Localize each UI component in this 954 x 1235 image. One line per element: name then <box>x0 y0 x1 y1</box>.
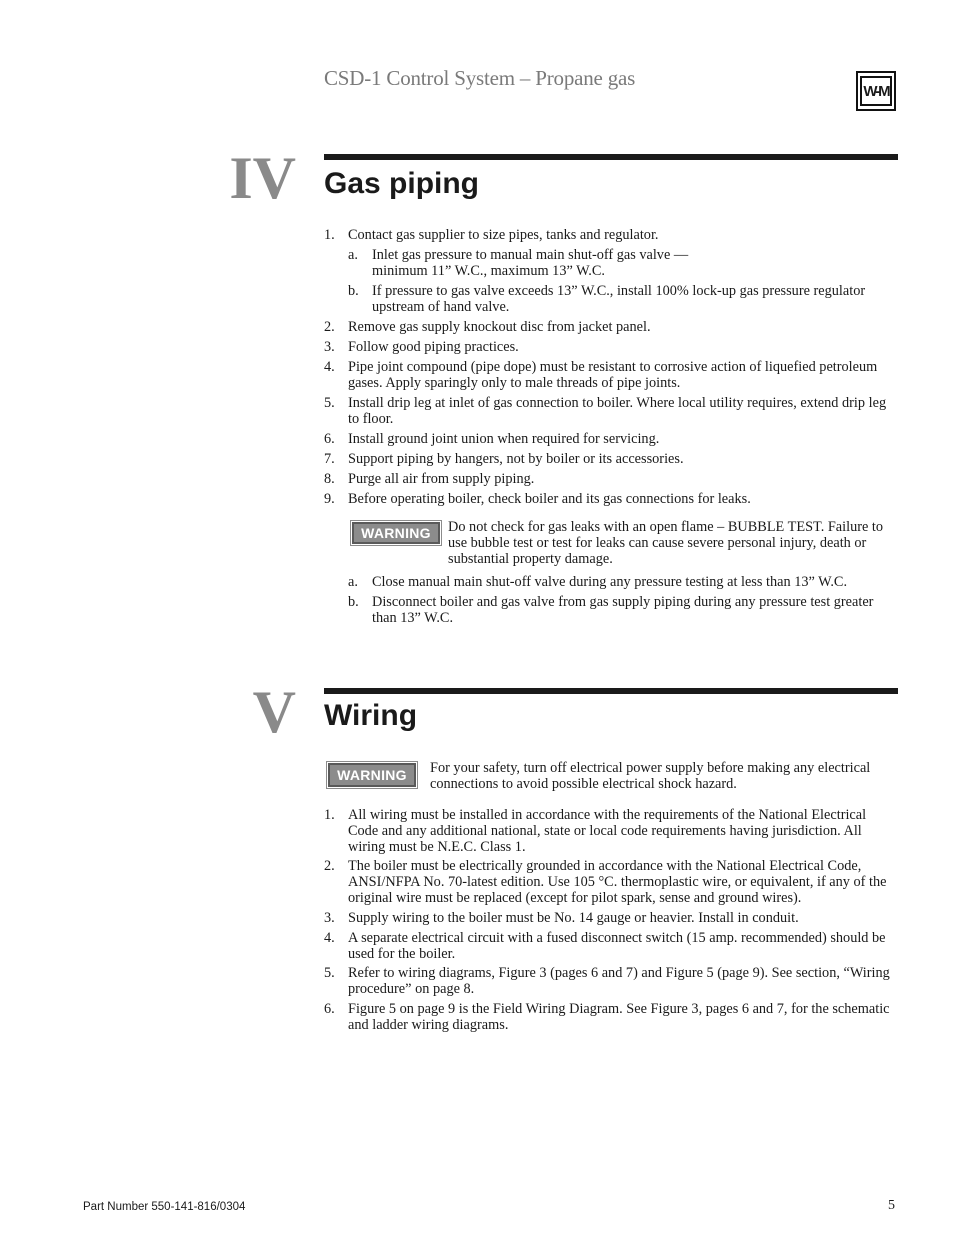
footer-page-number: 5 <box>888 1198 895 1213</box>
section-number-v: V <box>252 679 296 745</box>
list-item <box>324 431 898 447</box>
list-number: 6. <box>324 431 335 447</box>
list-number: 8. <box>324 471 335 487</box>
list-text: A separate electrical circuit with a fused disconnect switch (15 amp. recommended) should be used for the boiler. <box>348 930 886 962</box>
list-item <box>324 471 898 487</box>
sub-list-letter: a. <box>348 247 358 263</box>
weil-mclain-logo <box>856 71 896 111</box>
list-text: Remove gas supply knockout disc from jacket panel. <box>348 319 651 335</box>
list-number: 2. <box>324 319 335 335</box>
list-number: 4. <box>324 930 335 946</box>
section-title-gas-piping: Gas piping <box>324 167 480 200</box>
list-item <box>324 227 898 243</box>
warning-text-gas: Do not check for gas leaks with an open flame – BUBBLE TEST. Failure to use bubble test or test for leaks can cause severe personal injury, death or substantial property damage. <box>448 519 884 567</box>
sub-list-text: Inlet gas pressure to manual main shut-off gas valve — minimum 11” W.C., maximum 13” W.C. <box>372 247 689 279</box>
sub-list-text: If pressure to gas valve exceeds 13” W.C., install 100% lock-up gas pressure regulator upstream of hand valve. <box>372 283 866 315</box>
warning-text-wiring: For your safety, turn off electrical power supply before making any electrical connections to avoid possible electrical shock hazard. <box>430 760 871 792</box>
list-item <box>324 491 898 507</box>
list-text: Before operating boiler, check boiler and its gas connections for leaks. <box>348 491 751 507</box>
list-item <box>324 858 898 906</box>
list-item <box>324 319 898 335</box>
section-title-wiring: Wiring <box>324 699 418 732</box>
sub-list-letter: a. <box>348 574 358 590</box>
section-rule-v <box>324 688 898 694</box>
list-text: Figure 5 on page 9 is the Field Wiring Diagram. See Figure 3, pages 6 and 7, for the schematic and ladder wiring diagrams. <box>348 1001 890 1033</box>
warning-badge-gas: WARNING <box>352 522 440 544</box>
list-item <box>324 395 898 427</box>
list-text: Support piping by hangers, not by boiler or its accessories. <box>348 451 684 467</box>
list-item <box>324 965 898 997</box>
document-header-title: CSD-1 Control System – Propane gas <box>324 66 636 90</box>
sub-list-item <box>348 574 898 590</box>
list-number: 1. <box>324 807 335 823</box>
sub-list-item <box>348 247 728 279</box>
list-number: 7. <box>324 451 335 467</box>
list-text: Follow good piping practices. <box>348 339 519 355</box>
list-text: All wiring must be installed in accordance with the requirements of the National Electrical Code and any additional national, state or local code requirements having jurisdiction. All wiring must be N.E.C. Class 1. <box>348 807 867 855</box>
section-rule-iv <box>324 154 898 160</box>
list-number: 9. <box>324 491 335 507</box>
list-text: Purge all air from supply piping. <box>348 471 535 487</box>
footer-part-number: Part Number 550-141-816/0304 <box>83 1201 246 1213</box>
list-item <box>324 910 898 926</box>
list-text: Pipe joint compound (pipe dope) must be resistant to corrosive action of liquefied petroleum gases. Apply sparingly only to male threads of pipe joints. <box>348 359 878 391</box>
list-text: Supply wiring to the boiler must be No. 14 gauge or heavier. Install in conduit. <box>348 910 799 926</box>
sub-list-item <box>348 594 898 626</box>
sub-list-text: Disconnect boiler and gas valve from gas supply piping during any pressure test greater than 13” W.C. <box>372 594 874 626</box>
list-item <box>324 451 898 467</box>
warning-badge-wiring: WARNING <box>328 763 416 787</box>
sub-list-item <box>348 283 898 315</box>
list-text: Contact gas supplier to size pipes, tanks and regulator. <box>348 227 659 243</box>
list-number: 3. <box>324 339 335 355</box>
list-number: 4. <box>324 359 335 375</box>
list-text: Install drip leg at inlet of gas connection to boiler. Where local utility requires, extend drip leg to floor. <box>348 395 887 427</box>
list-number: 1. <box>324 227 335 243</box>
list-item <box>324 807 898 855</box>
section-number-iv: IV <box>229 145 296 211</box>
list-item <box>324 339 898 355</box>
list-number: 5. <box>324 965 335 981</box>
list-number: 5. <box>324 395 335 411</box>
list-item <box>324 930 898 962</box>
sub-list-text: Close manual main shut-off valve during any pressure testing at less than 13” W.C. <box>372 574 848 590</box>
logo-mark: W-M <box>860 76 892 106</box>
sub-list-letter: b. <box>348 594 359 610</box>
list-item <box>324 359 898 391</box>
list-number: 2. <box>324 858 335 874</box>
sub-list-letter: b. <box>348 283 359 299</box>
list-item <box>324 1001 898 1033</box>
list-number: 3. <box>324 910 335 926</box>
list-number: 6. <box>324 1001 335 1017</box>
list-text: The boiler must be electrically grounded in accordance with the National Electrical Code, ANSI/NFPA No. 70-latest edition. Use 105 °C. thermoplastic wire, or equivalent, if any of the original wire must be replaced (except for pilot spark, sense and ground wires). <box>348 858 887 906</box>
list-text: Install ground joint union when required for servicing. <box>348 431 660 447</box>
list-text: Refer to wiring diagrams, Figure 3 (pages 6 and 7) and Figure 5 (page 9). See section, “Wiring procedure” on page 8. <box>348 965 890 997</box>
